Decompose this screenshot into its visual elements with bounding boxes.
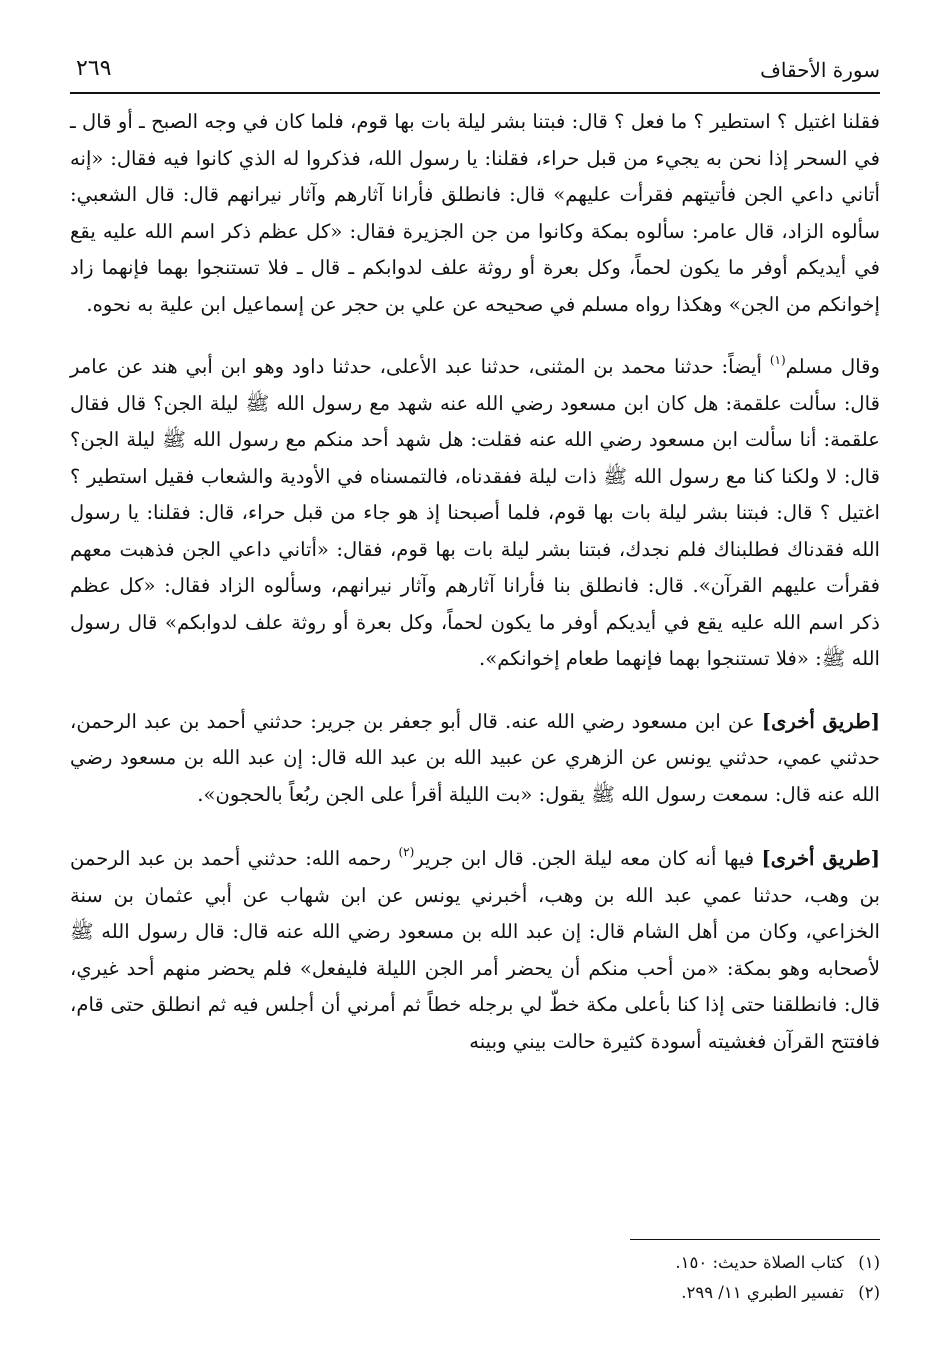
footnote-ref-2[interactable]: (٢) (398, 845, 415, 859)
paragraph-3 (70, 704, 880, 814)
footnote-2-number: (٢) (858, 1283, 880, 1302)
footnote-1 (70, 1248, 880, 1278)
book-page (70, 52, 880, 1352)
footnote-1-number: (١) (858, 1253, 880, 1272)
paragraph-4 (70, 841, 880, 1060)
footnote-1-text: كتاب الصلاة حديث: ١٥٠. (675, 1253, 844, 1272)
paragraph-2 (70, 349, 880, 678)
paragraph-4-text-start: فيها أنه كان معه ليلة الجن. قال ابن جرير (414, 847, 762, 870)
paragraph-1-text: فقلنا اغتيل ؟ استطير ؟ ما فعل ؟ قال: فبتنا بشر ليلة بات بها قوم، فلما كان في وجه الصبح ـ أو قال ـ في السحر إذا نحن به يجيء من قبل حراء، فقلنا: يا رسول الله، فذكروا له الذي كانوا فيه فقال: «إنه أتاني داعي الجن فأتيتهم فقرأت عليهم» قال: فانطلق فأرانا آثارهم وآثار نيرانهم قال: قال الشعبي: سألوه الزاد، قال عامر: سألوه بمكة وكانوا من جن الجزيرة فقال: «كل عظم ذكر اسم الله عليه يقع في أيديكم أوفر ما يكون لحماً، وكل بعرة أو روثة علف لدوابكم ـ قال ـ فلا تستنجوا بهما فإنهما زاد إخوانكم من الجن» وهكذا رواه مسلم في صحيحه عن علي بن حجر عن إسماعيل ابن علية به نحوه. (70, 110, 880, 316)
paragraph-4-text-rest: رحمه الله: حدثني أحمد بن عبد الرحمن بن وهب، حدثنا عمي عبد الله بن وهب، أخبرني يونس عن ابن شهاب عن أبي عثمان بن سنة الخزاعي، وكان من أهل الشام قال: إن عبد الله بن مسعود رضي الله عنه قال: قال رسول الله ﷺ لأصحابه وهو بمكة: «من أحب منكم أن يحضر أمر الجن الليلة فليفعل» فلم يحضر منهم أحد غيري، قال: فانطلقنا حتى إذا كنا بأعلى مكة خطّ لي برجله خطاً ثم أمرني أن أجلس فيه ثم انطلق حتى قام، فافتتح القرآن فغشيته أسودة كثيرة حالت بيني وبينه (70, 847, 880, 1053)
paragraph-2-text-rest: أيضاً: حدثنا محمد بن المثنى، حدثنا عبد الأعلى، حدثنا داود وهو ابن أبي هند عن عامر قال: سألت علقمة: هل كان ابن مسعود رضي الله عنه شهد مع رسول الله ﷺ ليلة الجن؟ قال فقال علقمة: أنا سألت ابن مسعود رضي الله عنه فقلت: هل شهد أحد منكم مع رسول الله ﷺ ليلة الجن؟ قال: لا ولكنا كنا مع رسول الله ﷺ ذات ليلة ففقدناه، فالتمسناه في الأودية والشعاب فقيل استطير ؟ اغتيل ؟ قال: فبتنا بشر ليلة بات بها قوم، فلما أصبحنا إذ هو جاء من قبل حراء، قال: فقلنا: يا رسول الله فقدناك فطلبناك فلم نجدك، فبتنا بشر ليلة بات بها قوم، فقال: «أتاني داعي الجن فذهبت معهم فقرأت عليهم القرآن». قال: فانطلق بنا فأرانا آثارهم وآثار نيرانهم، وسألوه الزاد فقال: «كل عظم ذكر اسم الله عليه يقع في أيديكم أوفر ما يكون لحماً، وكل بعرة أو روثة علف لدوابكم» قال رسول الله ﷺ: «فلا تستنجوا بهما فإنهما طعام إخوانكم». (70, 355, 880, 670)
paragraph-1 (70, 104, 880, 323)
running-title: سورة الأحقاف (760, 58, 880, 82)
footnote-2-text: تفسير الطبري ١١/ ٢٩٩. (681, 1283, 844, 1302)
footnote-ref-1[interactable]: (١) (769, 353, 786, 367)
paragraph-4-lead: [طريق أخرى] (761, 847, 880, 870)
footnote-divider (630, 1239, 880, 1240)
body-text (70, 104, 880, 1060)
page-number: ٢٦٩ (76, 56, 112, 81)
paragraph-2-text-start: وقال مسلم (785, 355, 880, 378)
paragraph-3-lead: [طريق أخرى] (761, 709, 880, 733)
footnotes (70, 1248, 880, 1308)
paragraph-3-text: عن ابن مسعود رضي الله عنه. قال أبو جعفر بن جرير: حدثني أحمد بن عبد الرحمن، حدثني عمي، حدثني يونس عن الزهري عن عبيد الله بن عبد الله قال: إن عبد الله بن مسعود رضي الله عنه قال: سمعت رسول الله ﷺ يقول: «بت الليلة أقرأ على الجن ربُعاً بالحجون». (70, 709, 880, 806)
footnote-2 (70, 1278, 880, 1308)
page-header (70, 52, 880, 94)
